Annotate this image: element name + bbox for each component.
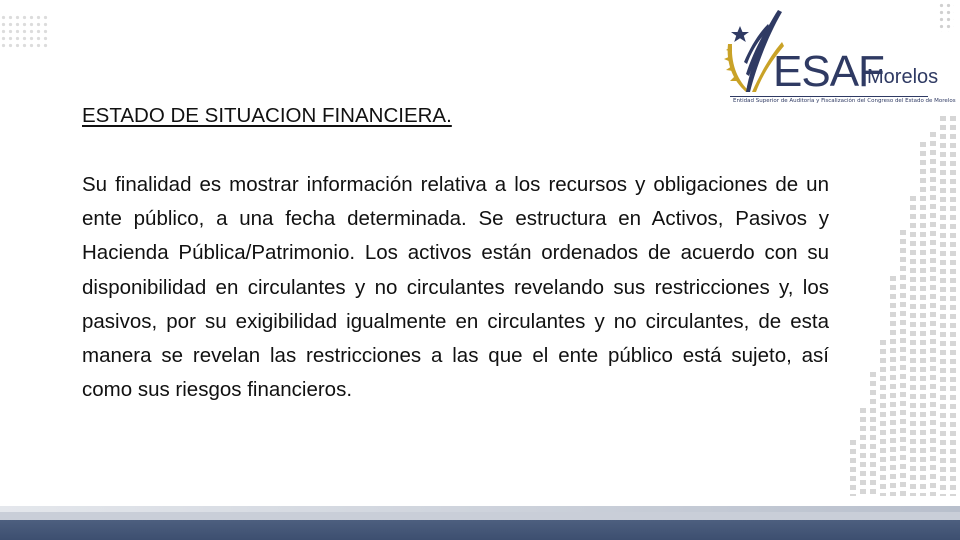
logo-brand-text: ESAF	[773, 47, 884, 96]
body-paragraph: Su finalidad es mostrar información relativa a los recursos y obligaciones de un ente público, a una fecha determinada. Se estructura en Activos, Pasivos y Hacienda Pública/Patrimonio. Los activos están ordenados de acuerdo con su disponibilidad en circulantes y no circulantes revelando sus restricciones y, los pasivos, por su exigibilidad igualmente en circulantes y no circulantes, de esta manera se revelan las restricciones a las que el ente público está sujeto, así como sus riesgos financieros.	[82, 173, 829, 402]
esaf-morelos-logo	[716, 4, 956, 108]
section-heading: ESTADO DE SITUACION FINANCIERA.	[82, 104, 452, 127]
decorative-dot-grid-top-right	[938, 2, 954, 32]
logo-divider	[730, 96, 928, 97]
logo-region-text: Morelos	[867, 66, 939, 88]
decorative-bottom-bar	[0, 512, 960, 540]
logo-tagline: Entidad Superior de Auditoría y Fiscalización del Congreso del Estado de Morelos	[733, 98, 956, 104]
decorative-dot-grid-top-left	[0, 14, 48, 48]
